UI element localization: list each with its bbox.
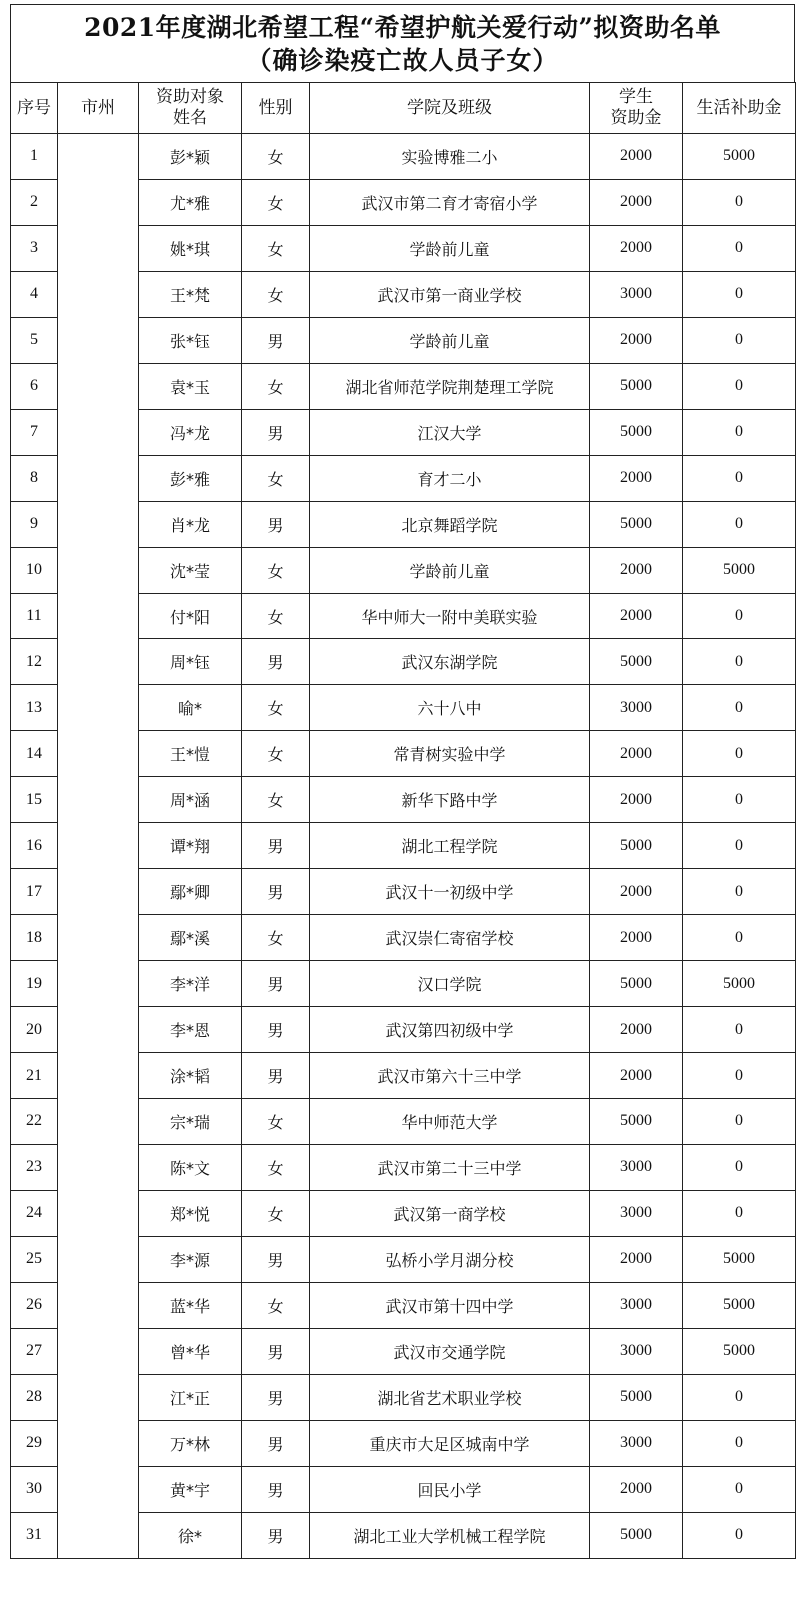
cell-index: 5: [11, 317, 58, 363]
cell-name: 蓝*华: [139, 1282, 242, 1328]
cell-living-allowance: 0: [683, 271, 796, 317]
cell-gender: 女: [242, 134, 310, 180]
cell-name: 王*愷: [139, 731, 242, 777]
cell-gender: 女: [242, 455, 310, 501]
cell-name: 王*梵: [139, 271, 242, 317]
cell-index: 6: [11, 363, 58, 409]
cell-name: 鄢*溪: [139, 915, 242, 961]
cell-gender: 男: [242, 317, 310, 363]
cell-living-allowance: 0: [683, 1512, 796, 1558]
cell-living-allowance: 5000: [683, 961, 796, 1007]
document-page: [10, 4, 795, 1559]
cell-name: 张*钰: [139, 317, 242, 363]
title-box: [10, 4, 795, 82]
cell-living-allowance: 0: [683, 1190, 796, 1236]
cell-student-fund: 2000: [590, 1007, 683, 1053]
cell-name: 宗*瑞: [139, 1099, 242, 1145]
cell-school: 江汉大学: [310, 409, 590, 455]
cell-school: 湖北省艺术职业学校: [310, 1374, 590, 1420]
cell-index: 12: [11, 639, 58, 685]
cell-index: 20: [11, 1007, 58, 1053]
cell-index: 17: [11, 869, 58, 915]
table-header-row: [11, 83, 796, 134]
cell-student-fund: 3000: [590, 1328, 683, 1374]
cell-school: 重庆市大足区城南中学: [310, 1420, 590, 1466]
cell-school: 学龄前儿童: [310, 225, 590, 271]
cell-living-allowance: 0: [683, 1053, 796, 1099]
cell-name: 鄢*卿: [139, 869, 242, 915]
cell-student-fund: 3000: [590, 1282, 683, 1328]
cell-living-allowance: 0: [683, 823, 796, 869]
cell-index: 26: [11, 1282, 58, 1328]
header-index: 序号: [11, 83, 58, 134]
cell-name: 李*恩: [139, 1007, 242, 1053]
cell-living-allowance: 0: [683, 593, 796, 639]
cell-school: 北京舞蹈学院: [310, 501, 590, 547]
header-name: [139, 83, 242, 134]
cell-school: 武汉市第一商业学校: [310, 271, 590, 317]
cell-student-fund: 2000: [590, 179, 683, 225]
cell-gender: 女: [242, 915, 310, 961]
cell-student-fund: 5000: [590, 1099, 683, 1145]
cell-living-allowance: 0: [683, 317, 796, 363]
cell-school: 武汉第一商学校: [310, 1190, 590, 1236]
cell-index: 24: [11, 1190, 58, 1236]
cell-index: 4: [11, 271, 58, 317]
cell-index: 1: [11, 134, 58, 180]
cell-gender: 男: [242, 1374, 310, 1420]
header-student-fund: [590, 83, 683, 134]
cell-living-allowance: 0: [683, 869, 796, 915]
cell-index: 31: [11, 1512, 58, 1558]
cell-gender: 男: [242, 1328, 310, 1374]
cell-living-allowance: 0: [683, 363, 796, 409]
cell-index: 28: [11, 1374, 58, 1420]
cell-name: 肖*龙: [139, 501, 242, 547]
cell-school: 武汉市第十四中学: [310, 1282, 590, 1328]
cell-index: 27: [11, 1328, 58, 1374]
cell-school: 武汉市第二育才寄宿小学: [310, 179, 590, 225]
cell-name: 周*涵: [139, 777, 242, 823]
cell-student-fund: 2000: [590, 915, 683, 961]
cell-index: 2: [11, 179, 58, 225]
cell-index: 21: [11, 1053, 58, 1099]
cell-student-fund: 5000: [590, 1374, 683, 1420]
cell-index: 8: [11, 455, 58, 501]
cell-index: 18: [11, 915, 58, 961]
cell-gender: 男: [242, 1466, 310, 1512]
cell-student-fund: 2000: [590, 1053, 683, 1099]
document-title: 2021年度湖北希望工程“希望护航关爱行动”拟资助名单: [84, 13, 721, 42]
cell-school: 新华下路中学: [310, 777, 590, 823]
cell-name: 冯*龙: [139, 409, 242, 455]
cell-living-allowance: 5000: [683, 547, 796, 593]
cell-school: 实验博雅二小: [310, 134, 590, 180]
cell-gender: 女: [242, 547, 310, 593]
cell-name: 徐*: [139, 1512, 242, 1558]
cell-gender: 男: [242, 501, 310, 547]
cell-living-allowance: 0: [683, 1466, 796, 1512]
cell-school: 武汉东湖学院: [310, 639, 590, 685]
cell-living-allowance: 0: [683, 1144, 796, 1190]
cell-student-fund: 2000: [590, 455, 683, 501]
cell-student-fund: 2000: [590, 1466, 683, 1512]
cell-student-fund: 5000: [590, 823, 683, 869]
cell-gender: 男: [242, 1512, 310, 1558]
cell-name: 李*洋: [139, 961, 242, 1007]
cell-gender: 女: [242, 685, 310, 731]
cell-school: 汉口学院: [310, 961, 590, 1007]
cell-index: 3: [11, 225, 58, 271]
cell-index: 30: [11, 1466, 58, 1512]
cell-living-allowance: 5000: [683, 1328, 796, 1374]
cell-school: 常青树实验中学: [310, 731, 590, 777]
cell-name: 黄*宇: [139, 1466, 242, 1512]
cell-gender: 男: [242, 1053, 310, 1099]
cell-student-fund: 3000: [590, 1190, 683, 1236]
cell-gender: 男: [242, 823, 310, 869]
cell-school: 湖北省师范学院荆楚理工学院: [310, 363, 590, 409]
cell-school: 武汉市第六十三中学: [310, 1053, 590, 1099]
cell-school: 华中师范大学: [310, 1099, 590, 1145]
cell-student-fund: 2000: [590, 869, 683, 915]
cell-student-fund: 5000: [590, 639, 683, 685]
cell-living-allowance: 0: [683, 455, 796, 501]
cell-student-fund: 2000: [590, 731, 683, 777]
header-gender: 性别: [242, 83, 310, 134]
header-living-allowance: 生活补助金: [683, 83, 796, 134]
cell-gender: 男: [242, 1007, 310, 1053]
header-student-line1: 学生: [619, 87, 653, 107]
cell-index: 14: [11, 731, 58, 777]
cell-student-fund: 2000: [590, 1236, 683, 1282]
cell-student-fund: 2000: [590, 777, 683, 823]
cell-student-fund: 3000: [590, 271, 683, 317]
cell-student-fund: 3000: [590, 685, 683, 731]
cell-gender: 女: [242, 179, 310, 225]
cell-gender: 男: [242, 961, 310, 1007]
cell-gender: 男: [242, 639, 310, 685]
cell-student-fund: 5000: [590, 501, 683, 547]
cell-name: 谭*翔: [139, 823, 242, 869]
cell-name: 姚*琪: [139, 225, 242, 271]
cell-gender: 男: [242, 1420, 310, 1466]
cell-index: 29: [11, 1420, 58, 1466]
cell-student-fund: 5000: [590, 1512, 683, 1558]
cell-school: 武汉十一初级中学: [310, 869, 590, 915]
cell-student-fund: 5000: [590, 961, 683, 1007]
funding-table: [10, 82, 796, 1559]
cell-living-allowance: 0: [683, 915, 796, 961]
cell-school: 武汉第四初级中学: [310, 1007, 590, 1053]
cell-index: 25: [11, 1236, 58, 1282]
cell-living-allowance: 0: [683, 731, 796, 777]
cell-school: 武汉崇仁寄宿学校: [310, 915, 590, 961]
cell-gender: 女: [242, 777, 310, 823]
cell-name: 曾*华: [139, 1328, 242, 1374]
cell-gender: 女: [242, 1099, 310, 1145]
header-name-line1: 资助对象: [156, 87, 224, 107]
cell-gender: 女: [242, 271, 310, 317]
document-subtitle: （确诊染疫亡故人员子女）: [246, 46, 559, 75]
cell-name: 周*钰: [139, 639, 242, 685]
cell-school: 育才二小: [310, 455, 590, 501]
header-name-line2: 姓名: [173, 108, 207, 128]
cell-living-allowance: 0: [683, 777, 796, 823]
page-bottom-edge: [0, 1594, 810, 1600]
cell-name: 江*正: [139, 1374, 242, 1420]
cell-student-fund: 2000: [590, 317, 683, 363]
cell-school: 武汉市第二十三中学: [310, 1144, 590, 1190]
cell-index: 19: [11, 961, 58, 1007]
cell-school: 学龄前儿童: [310, 547, 590, 593]
cell-student-fund: 2000: [590, 547, 683, 593]
cell-student-fund: 2000: [590, 134, 683, 180]
cell-gender: 女: [242, 593, 310, 639]
cell-living-allowance: 0: [683, 1007, 796, 1053]
cell-name: 李*源: [139, 1236, 242, 1282]
cell-living-allowance: 5000: [683, 1236, 796, 1282]
cell-school: 六十八中: [310, 685, 590, 731]
cell-living-allowance: 0: [683, 179, 796, 225]
cell-name: 付*阳: [139, 593, 242, 639]
cell-student-fund: 2000: [590, 593, 683, 639]
cell-student-fund: 2000: [590, 225, 683, 271]
cell-living-allowance: 0: [683, 409, 796, 455]
cell-index: 9: [11, 501, 58, 547]
cell-name: 彭*雅: [139, 455, 242, 501]
cell-name: 沈*莹: [139, 547, 242, 593]
cell-index: 23: [11, 1144, 58, 1190]
cell-living-allowance: 0: [683, 1374, 796, 1420]
cell-name: 彭*颖: [139, 134, 242, 180]
cell-student-fund: 3000: [590, 1420, 683, 1466]
cell-school: 华中师大一附中美联实验: [310, 593, 590, 639]
cell-name: 陈*文: [139, 1144, 242, 1190]
cell-gender: 女: [242, 225, 310, 271]
cell-living-allowance: 0: [683, 685, 796, 731]
cell-school: 湖北工业大学机械工程学院: [310, 1512, 590, 1558]
cell-school: 回民小学: [310, 1466, 590, 1512]
header-student-line2: 资助金: [610, 108, 662, 128]
cell-living-allowance: 0: [683, 1099, 796, 1145]
cell-living-allowance: 0: [683, 501, 796, 547]
cell-name: 万*林: [139, 1420, 242, 1466]
cell-gender: 女: [242, 363, 310, 409]
cell-student-fund: 5000: [590, 363, 683, 409]
cell-school: 湖北工程学院: [310, 823, 590, 869]
cell-living-allowance: 0: [683, 1420, 796, 1466]
cell-school: 学龄前儿童: [310, 317, 590, 363]
cell-living-allowance: 5000: [683, 134, 796, 180]
cell-gender: 女: [242, 1144, 310, 1190]
cell-index: 13: [11, 685, 58, 731]
cell-index: 16: [11, 823, 58, 869]
cell-index: 7: [11, 409, 58, 455]
cell-living-allowance: 0: [683, 639, 796, 685]
cell-school: 弘桥小学月湖分校: [310, 1236, 590, 1282]
cell-index: 10: [11, 547, 58, 593]
cell-name: 郑*悦: [139, 1190, 242, 1236]
cell-name: 尤*雅: [139, 179, 242, 225]
cell-index: 22: [11, 1099, 58, 1145]
cell-city-merged: [58, 134, 139, 1559]
cell-gender: 男: [242, 409, 310, 455]
header-school: 学院及班级: [310, 83, 590, 134]
cell-gender: 男: [242, 869, 310, 915]
cell-school: 武汉市交通学院: [310, 1328, 590, 1374]
cell-name: 喻*: [139, 685, 242, 731]
cell-name: 涂*韬: [139, 1053, 242, 1099]
cell-living-allowance: 0: [683, 225, 796, 271]
cell-gender: 女: [242, 1190, 310, 1236]
cell-index: 15: [11, 777, 58, 823]
cell-index: 11: [11, 593, 58, 639]
cell-student-fund: 3000: [590, 1144, 683, 1190]
cell-student-fund: 5000: [590, 409, 683, 455]
cell-name: 袁*玉: [139, 363, 242, 409]
table-body: [11, 134, 796, 1559]
cell-living-allowance: 5000: [683, 1282, 796, 1328]
table-row: [11, 134, 796, 180]
cell-gender: 女: [242, 1282, 310, 1328]
header-city: 市州: [58, 83, 139, 134]
cell-gender: 女: [242, 731, 310, 777]
cell-gender: 男: [242, 1236, 310, 1282]
